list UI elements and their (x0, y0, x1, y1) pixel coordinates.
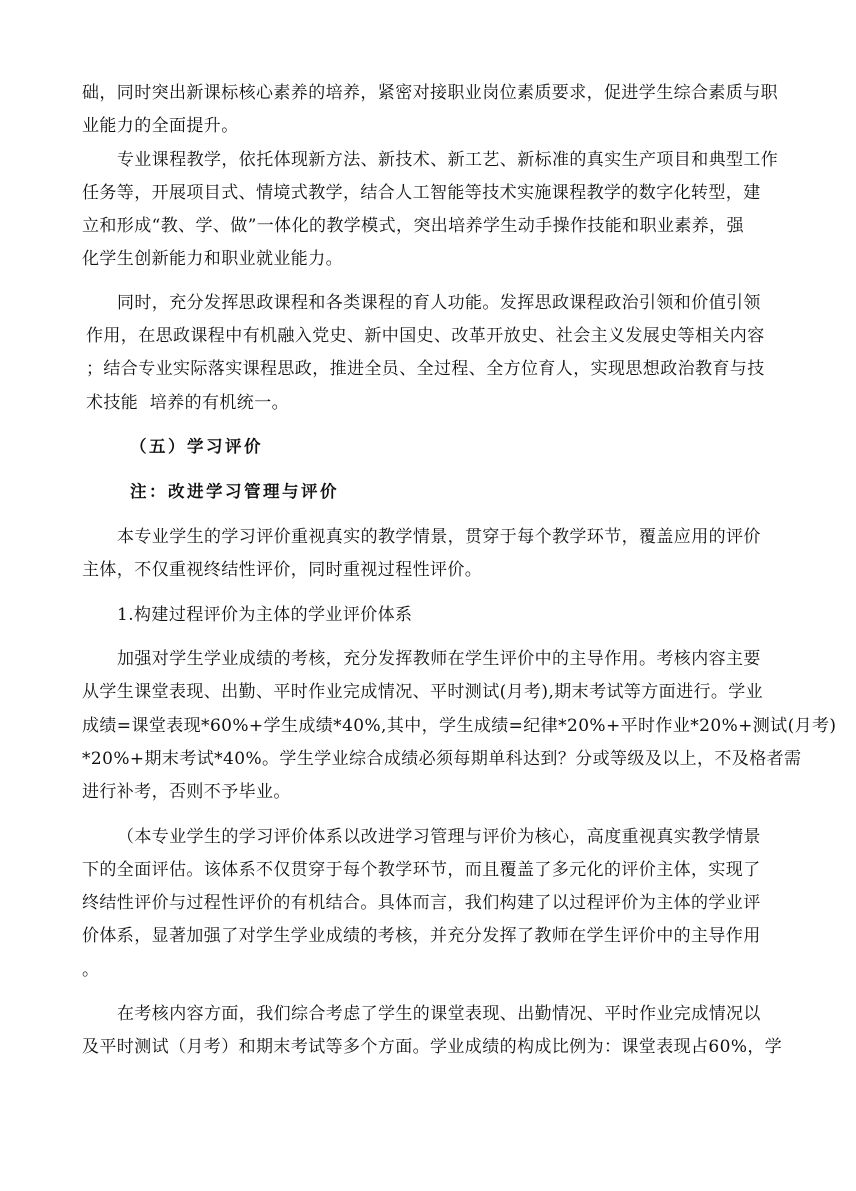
text-line: 从学生课堂表现、出勤、平时作业完成情况、平时测试(月考),期末考试等方面进行。学业 (82, 682, 764, 702)
text-line: 术技能 培养的有机统一。 (86, 393, 290, 413)
text-line: 价体系，显著加强了对学生学业成绩的考核，并充分发挥了教师在学生评价中的主导作用 (82, 926, 761, 946)
text-line: 作用，在思政课程中有机融入党史、新中国史、改革开放史、社会主义发展史等相关内容 (86, 326, 765, 346)
text-line: 。 (82, 960, 100, 980)
text-line: 业能力的全面提升。 (82, 116, 239, 136)
subsection-heading: 1.构建过程评价为主体的学业评价体系 (117, 605, 413, 625)
text-line: 础，同时突出新课标核心素养的培养，紧密对接职业岗位素质要求，促进学生综合素质与职 (82, 83, 778, 103)
text-line: 下的全面评估。该体系不仅贯穿于每个教学环节，而且覆盖了多元化的评价主体，实现了 (82, 860, 761, 880)
text-line: 进行补考，否则不予毕业。 (82, 782, 291, 802)
text-line: 专业课程教学，依托体现新方法、新技术、新工艺、新标准的真实生产项目和典型工作 (117, 150, 779, 170)
text-line: 终结性评价与过程性评价的有机结合。具体而言，我们构建了以过程评价为主体的学业评 (82, 893, 761, 913)
text-line: 化学生创新能力和职业就业能力。 (82, 249, 343, 269)
text-line: 主体，不仅重视终结性评价，同时重视过程性评价。 (82, 560, 483, 580)
text-line: *20%+期末考试*40%。学生学业综合成绩必须每期单科达到？分或等级及以上，不及格者需 (82, 749, 802, 769)
note-heading: 注：改进学习管理与评价 (130, 482, 339, 501)
text-line: ；结合专业实际落实课程思政，推进全员、全过程、全方位育人，实现思想政治教育与技 (86, 359, 765, 379)
text-line: 任务等，开展项目式、情境式教学，结合人工智能等技术实施课程教学的数字化转型，建 (82, 183, 761, 203)
text-line: 加强对学生学业成绩的考核，充分发挥教师在学生评价中的主导作用。考核内容主要 (117, 649, 761, 669)
text-line: 同时，充分发挥思政课程和各类课程的育人功能。发挥思政课程政治引领和价值引领 (117, 293, 761, 313)
text-line: （本专业学生的学习评价体系以改进学习管理与评价为核心，高度重视真实教学情景 (117, 827, 761, 847)
section-heading: （五）学习评价 (130, 437, 263, 456)
text-line: 在考核内容方面，我们综合考虑了学生的课堂表现、出勤情况、平时作业完成情况以 (117, 1004, 761, 1024)
text-line: 成绩=课堂表现*60%+学生成绩*40%,其中，学生成绩=纪律*20%+平时作业*20%+测试(月考) (82, 716, 837, 736)
text-line: 本专业学生的学习评价重视真实的教学情景，贯穿于每个教学环节，覆盖应用的评价 (117, 527, 761, 547)
text-line: 及平时测试（月考）和期末考试等多个方面。学业成绩的构成比例为：课堂表现占60%，学 (82, 1037, 783, 1057)
text-line: 立和形成“教、学、做”一体化的教学模式，突出培养学生动手操作技能和职业素养，强 (82, 216, 744, 236)
